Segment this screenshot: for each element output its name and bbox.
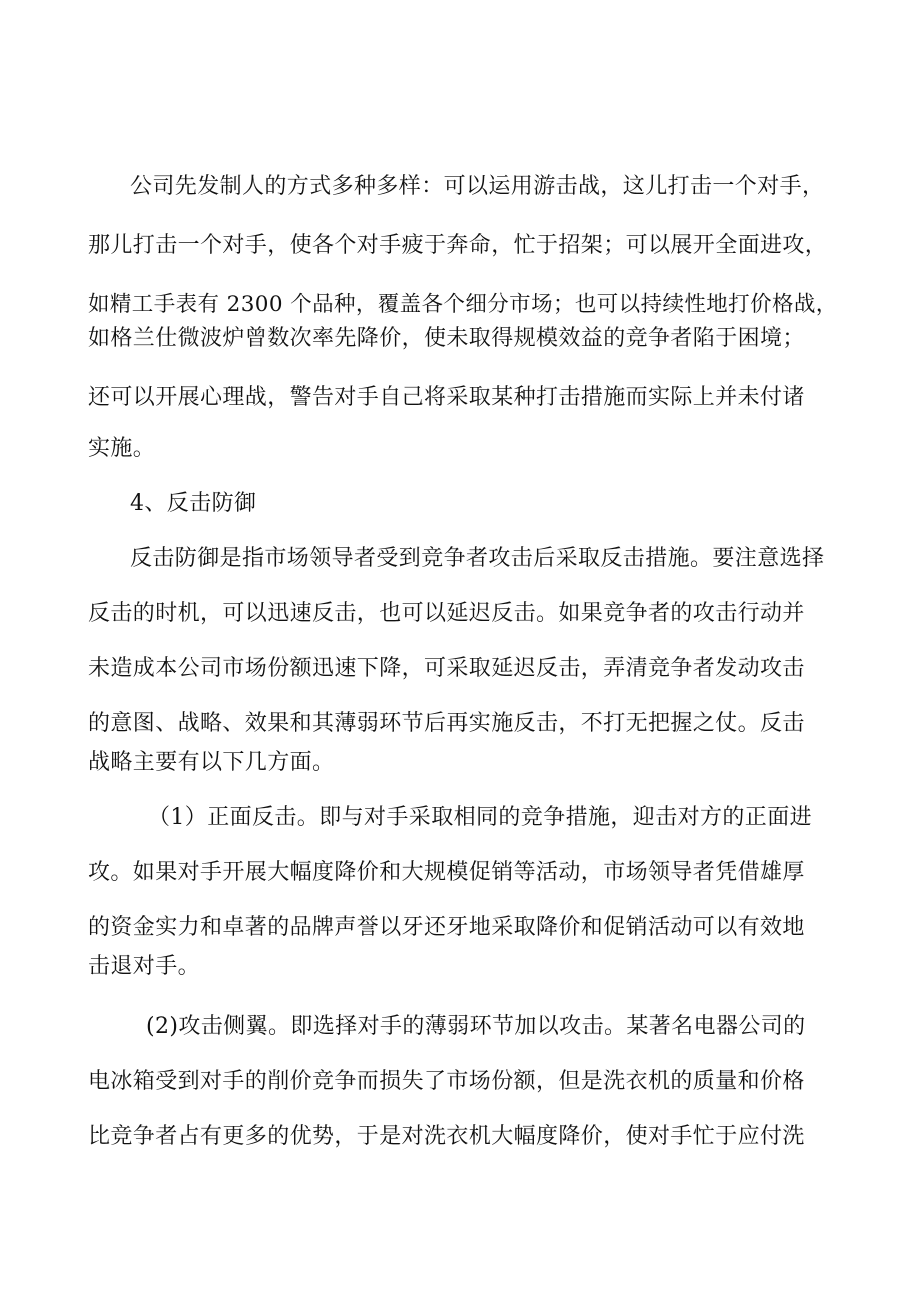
paragraph-2-line-2: 反击的时机，可以迅速反击，也可以延迟反击。如果竞争者的攻击行动并 xyxy=(88,601,805,626)
paragraph-2-line-5: 战略主要有以下几方面。 xyxy=(88,750,335,775)
paragraph-1-line-5: 还可以开展心理战，警告对手自己将采取某种打击措施而实际上并未付诸 xyxy=(88,385,805,410)
paragraph-2-line-1: 反击防御是指市场领导者受到竞争者攻击后采取反击措施。要注意选择 xyxy=(130,546,825,571)
paragraph-4-line-3: 比竞争者占有更多的优势，于是对洗衣机大幅度降价，使对手忙于应付洗 xyxy=(88,1124,805,1149)
paragraph-1-line-2: 那儿打击一个对手，使各个对手疲于奔命，忙于招架；可以展开全面进攻， xyxy=(88,233,828,258)
paragraph-3-line-3: 的资金实力和卓著的品牌声誉以牙还牙地采取降价和促销活动可以有效地 xyxy=(88,915,805,940)
paragraph-1-line-6: 实施。 xyxy=(88,436,156,461)
paragraph-2-line-4: 的意图、战略、效果和其薄弱环节后再实施反击，不打无把握之仗。反击 xyxy=(88,711,805,736)
paragraph-4-line-2: 电冰箱受到对手的削价竞争而损失了市场份额，但是洗衣机的质量和价格 xyxy=(88,1069,805,1094)
paragraph-3-line-1: （1）正面反击。即与对手采取相同的竞争措施，迎击对方的正面进 xyxy=(148,805,812,830)
paragraph-4-line-1: (2)攻击侧翼。即选择对手的薄弱环节加以攻击。某著名电器公司的 xyxy=(146,1014,806,1039)
paragraph-1-line-1: 公司先发制人的方式多种多样：可以运用游击战，这儿打击一个对手， xyxy=(130,174,825,199)
paragraph-1-line-4: 如格兰仕微波炉曾数次率先降价，使未取得规模效益的竞争者陷于困境； xyxy=(88,326,805,351)
section-heading: 4、反击防御 xyxy=(130,491,257,516)
paragraph-1-line-3: 如精工手表有 2300 个品种，覆盖各个细分市场；也可以持续性地打价格战， xyxy=(88,292,838,317)
paragraph-3-line-2: 攻。如果对手开展大幅度降价和大规模促销等活动，市场领导者凭借雄厚 xyxy=(88,860,805,885)
paragraph-3-line-4: 击退对手。 xyxy=(88,954,201,979)
paragraph-2-line-3: 未造成本公司市场份额迅速下降，可采取延迟反击，弄清竞争者发动攻击 xyxy=(88,656,805,681)
